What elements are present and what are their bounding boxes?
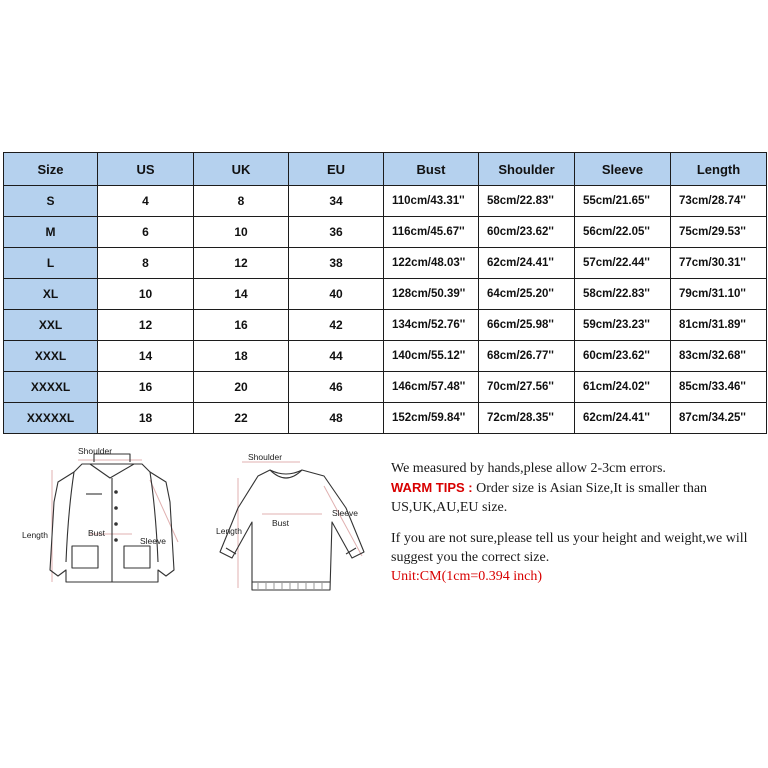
sweater-bust-label: Bust: [272, 518, 290, 528]
jacket-sleeve-label: Sleeve: [140, 536, 166, 546]
eu-cell: 46: [289, 372, 384, 403]
size-cell: L: [4, 248, 98, 279]
shoulder-cell: 72cm/28.35'': [479, 403, 575, 434]
bust-cell: 140cm/55.12'': [384, 341, 479, 372]
eu-cell: 40: [289, 279, 384, 310]
header-us: US: [98, 153, 194, 186]
bust-cell: 146cm/57.48'': [384, 372, 479, 403]
shoulder-cell: 58cm/22.83'': [479, 186, 575, 217]
size-notes: [391, 459, 763, 586]
length-cell: 87cm/34.25'': [671, 403, 767, 434]
length-cell: 77cm/30.31'': [671, 248, 767, 279]
us-cell: 4: [98, 186, 194, 217]
table-row: [4, 186, 767, 217]
length-cell: 83cm/32.68'': [671, 341, 767, 372]
table-row: [4, 403, 767, 434]
us-cell: 14: [98, 341, 194, 372]
sweater-diagram: [212, 448, 372, 598]
sleeve-cell: 59cm/23.23'': [575, 310, 671, 341]
bust-cell: 128cm/50.39'': [384, 279, 479, 310]
length-cell: 79cm/31.10'': [671, 279, 767, 310]
table-header-row: [4, 153, 767, 186]
jacket-shoulder-label: Shoulder: [78, 446, 113, 456]
us-cell: 6: [98, 217, 194, 248]
table-row: [4, 310, 767, 341]
table-row: [4, 372, 767, 403]
us-cell: 12: [98, 310, 194, 341]
uk-cell: 8: [194, 186, 289, 217]
shoulder-cell: 60cm/23.62'': [479, 217, 575, 248]
shoulder-cell: 70cm/27.56'': [479, 372, 575, 403]
uk-cell: 10: [194, 217, 289, 248]
shoulder-cell: 64cm/25.20'': [479, 279, 575, 310]
size-cell: S: [4, 186, 98, 217]
shoulder-cell: 66cm/25.98'': [479, 310, 575, 341]
sweater-illustration: [212, 448, 372, 598]
bust-cell: 134cm/52.76'': [384, 310, 479, 341]
jacket-illustration: [10, 442, 190, 602]
jacket-diagram: [10, 442, 190, 602]
size-cell: XXL: [4, 310, 98, 341]
shoulder-cell: 68cm/26.77'': [479, 341, 575, 372]
length-cell: 75cm/29.53'': [671, 217, 767, 248]
bust-cell: 152cm/59.84'': [384, 403, 479, 434]
eu-cell: 44: [289, 341, 384, 372]
header-bust: Bust: [384, 153, 479, 186]
length-cell: 85cm/33.46'': [671, 372, 767, 403]
uk-cell: 12: [194, 248, 289, 279]
uk-cell: 18: [194, 341, 289, 372]
size-chart-table: [3, 152, 767, 434]
jacket-length-label: Length: [22, 530, 48, 540]
eu-cell: 34: [289, 186, 384, 217]
length-cell: 81cm/31.89'': [671, 310, 767, 341]
size-suggestion-note: If you are not sure,please tell us your height and weight,we will suggest you the correct size.: [391, 531, 748, 565]
unit-note: Unit:CM(1cm=0.394 inch): [391, 569, 542, 584]
uk-cell: 16: [194, 310, 289, 341]
eu-cell: 48: [289, 403, 384, 434]
sleeve-cell: 55cm/21.65'': [575, 186, 671, 217]
sweater-sleeve-label: Sleeve: [332, 508, 358, 518]
uk-cell: 22: [194, 403, 289, 434]
bust-cell: 116cm/45.67'': [384, 217, 479, 248]
sleeve-cell: 61cm/24.02'': [575, 372, 671, 403]
header-size: Size: [4, 153, 98, 186]
eu-cell: 36: [289, 217, 384, 248]
size-cell: XXXL: [4, 341, 98, 372]
warm-tips-text: Order size is Asian Size,It is smaller than US,UK,AU,EU size.: [391, 481, 708, 515]
sweater-length-label: Length: [216, 526, 242, 536]
size-cell: XXXXL: [4, 372, 98, 403]
table-row: [4, 248, 767, 279]
sweater-shoulder-label: Shoulder: [248, 452, 283, 462]
bust-cell: 110cm/43.31'': [384, 186, 479, 217]
us-cell: 16: [98, 372, 194, 403]
header-shoulder: Shoulder: [479, 153, 575, 186]
header-uk: UK: [194, 153, 289, 186]
sleeve-cell: 56cm/22.05'': [575, 217, 671, 248]
length-cell: 73cm/28.74'': [671, 186, 767, 217]
uk-cell: 20: [194, 372, 289, 403]
table-row: [4, 279, 767, 310]
header-length: Length: [671, 153, 767, 186]
eu-cell: 42: [289, 310, 384, 341]
uk-cell: 14: [194, 279, 289, 310]
jacket-bust-label: Bust: [88, 528, 106, 538]
header-sleeve: Sleeve: [575, 153, 671, 186]
sleeve-cell: 62cm/24.41'': [575, 403, 671, 434]
us-cell: 8: [98, 248, 194, 279]
size-cell: XXXXXL: [4, 403, 98, 434]
bust-cell: 122cm/48.03'': [384, 248, 479, 279]
size-cell: M: [4, 217, 98, 248]
size-cell: XL: [4, 279, 98, 310]
measurement-error-note: We measured by hands,plese allow 2-3cm errors.: [391, 461, 666, 476]
warm-tips-label: WARM TIPS :: [391, 480, 473, 495]
table-row: [4, 217, 767, 248]
sleeve-cell: 58cm/22.83'': [575, 279, 671, 310]
header-eu: EU: [289, 153, 384, 186]
warm-tips-note: [391, 478, 763, 517]
sleeve-cell: 60cm/23.62'': [575, 341, 671, 372]
us-cell: 18: [98, 403, 194, 434]
us-cell: 10: [98, 279, 194, 310]
table-row: [4, 341, 767, 372]
shoulder-cell: 62cm/24.41'': [479, 248, 575, 279]
sleeve-cell: 57cm/22.44'': [575, 248, 671, 279]
eu-cell: 38: [289, 248, 384, 279]
